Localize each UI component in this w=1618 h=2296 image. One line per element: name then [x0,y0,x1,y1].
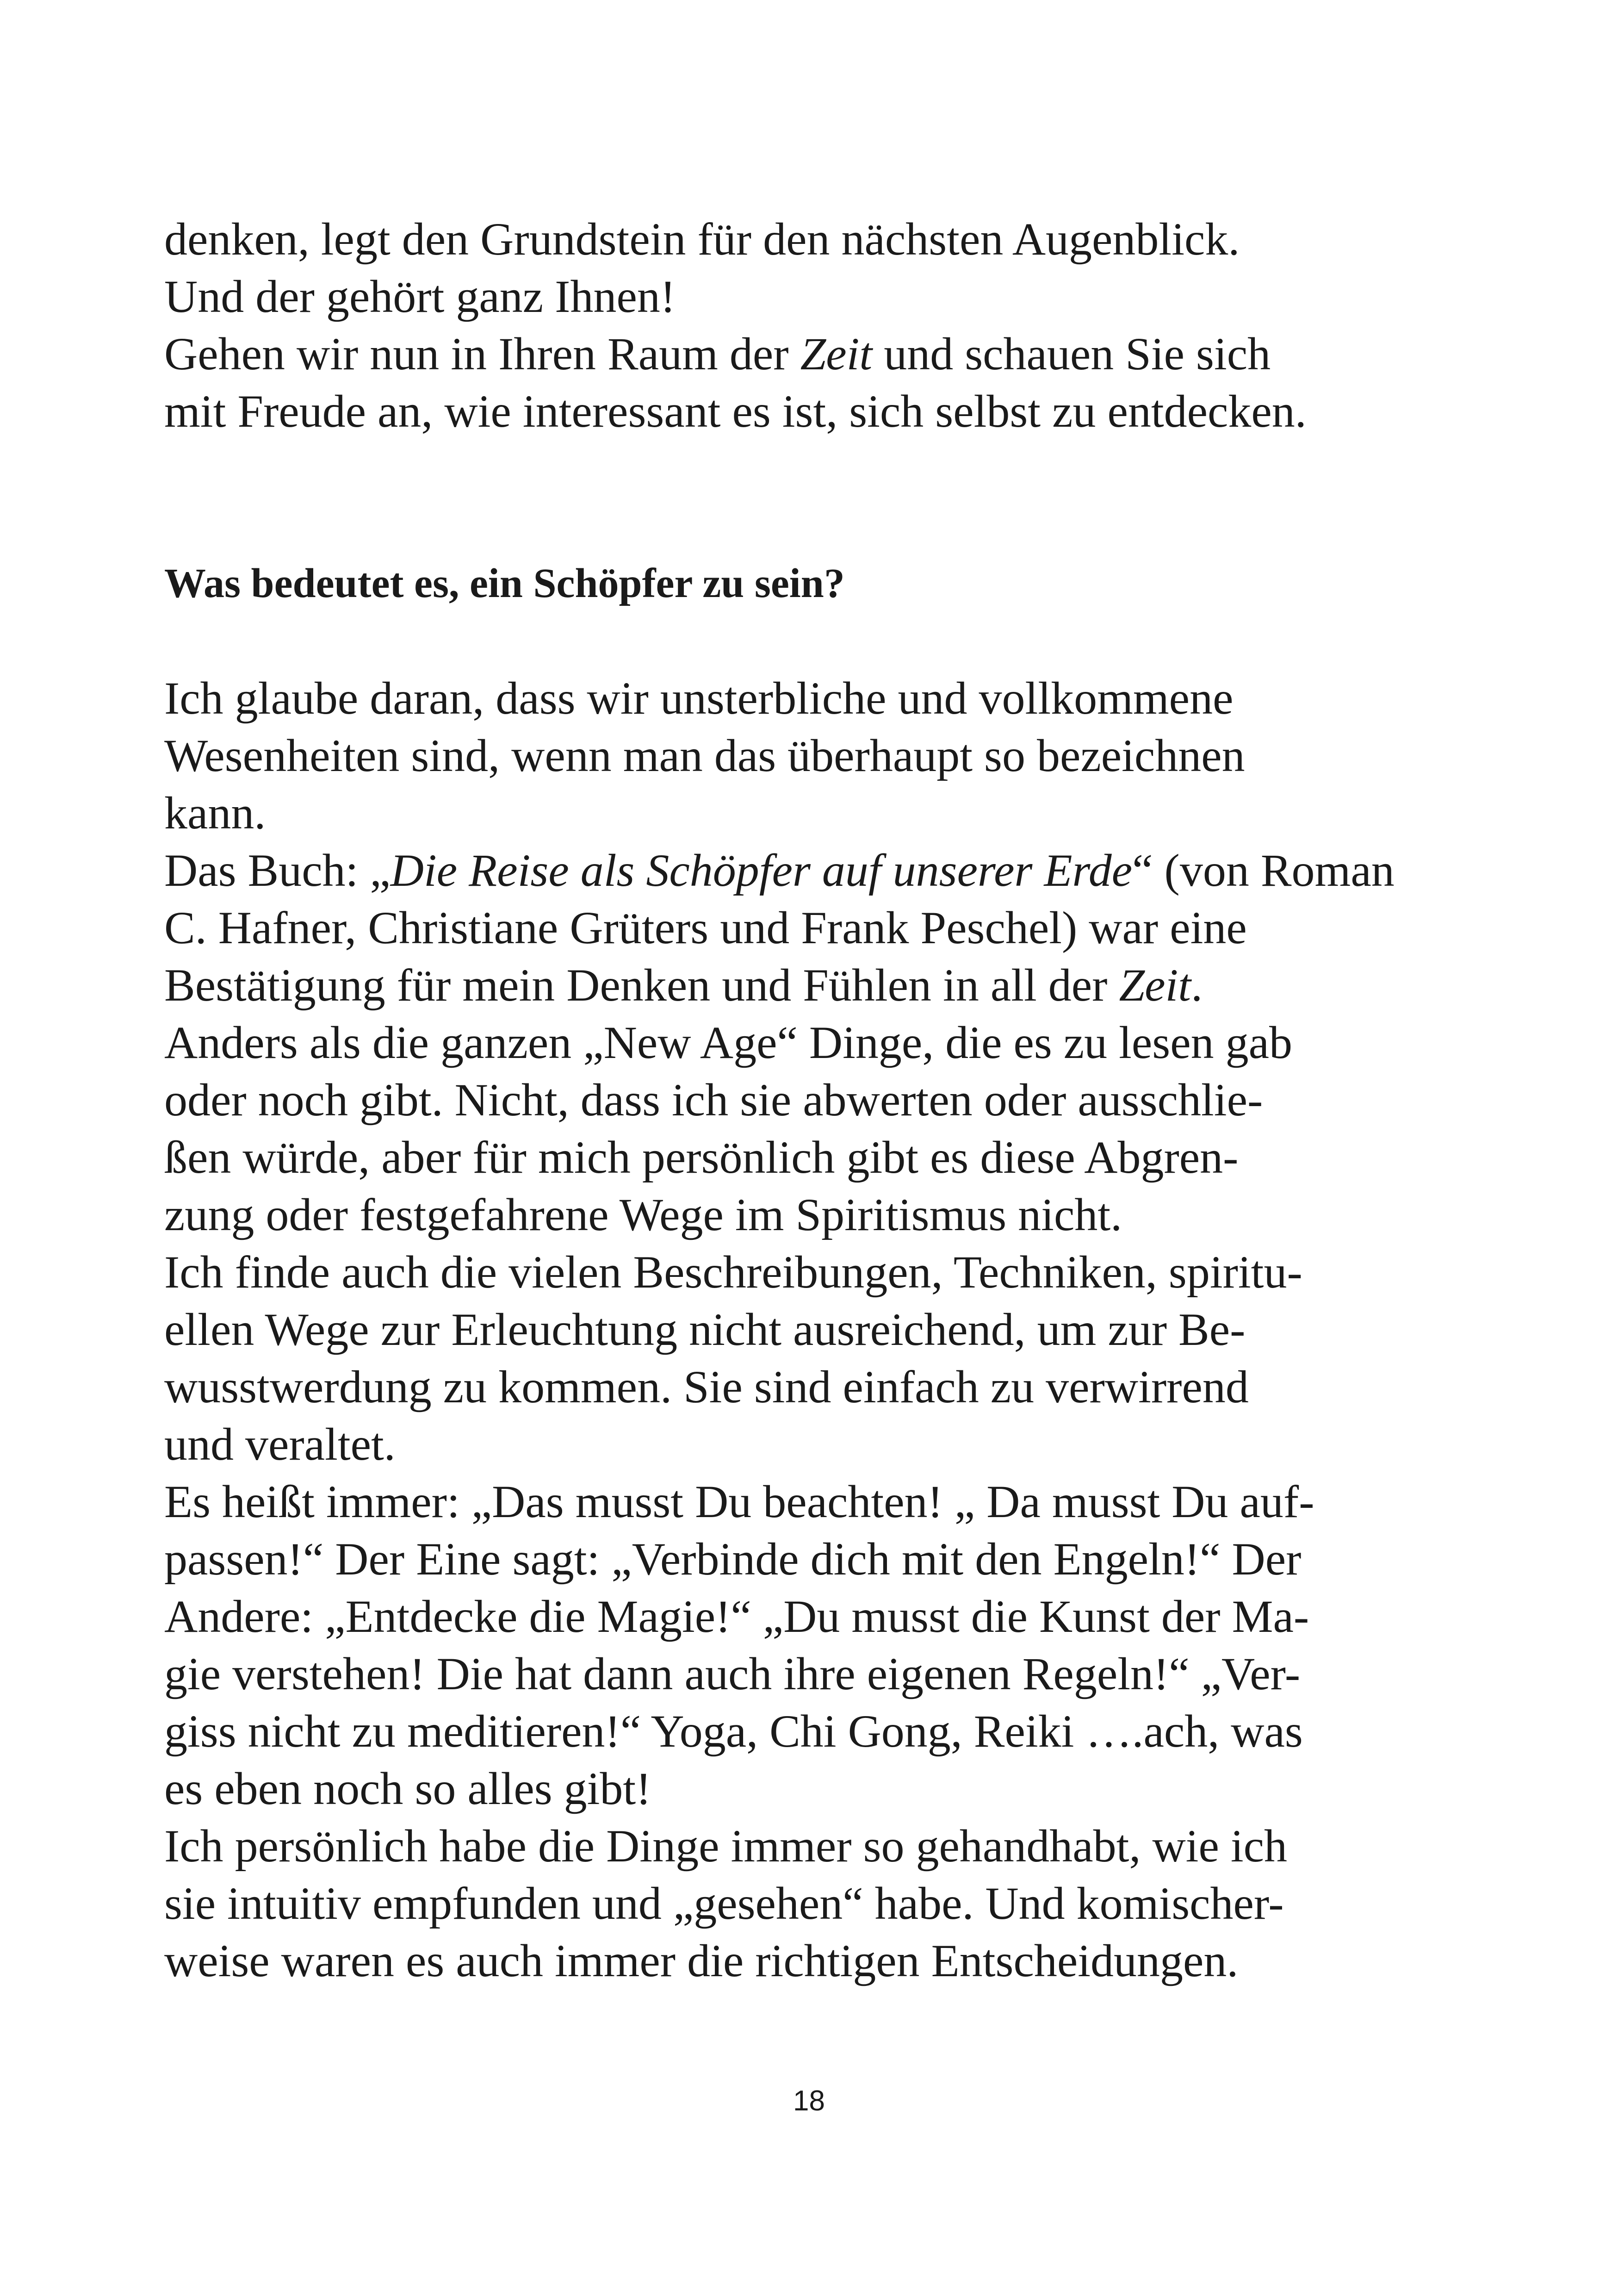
spacer [164,440,1460,555]
book-title: Die Reise als Schöpfer auf unserer Erde [390,845,1133,896]
text-line: giss nicht zu meditieren!“ Yoga, Chi Gong, Reiki ….ach, was [164,1705,1303,1757]
text-line: Andere: „Entdecke die Magie!“ „Du musst die Kunst der Ma- [164,1591,1309,1642]
text-line: mit Freude an, wie interessant es ist, sich selbst zu entdecken. [164,386,1307,437]
text-line: Es heißt immer: „Das musst Du beachten! „ Da musst Du auf- [164,1476,1314,1527]
text-line: Ich persönlich habe die Dinge immer so gehandhabt, wie ich [164,1820,1288,1872]
text-line: ellen Wege zur Erleuchtung nicht ausreichend, um zur Be- [164,1304,1246,1355]
section-paragraph [164,670,1460,1990]
text-line: oder noch gibt. Nicht, dass ich sie abwerten oder ausschlie- [164,1074,1263,1126]
text-line: Ich glaube daran, dass wir unsterbliche und vollkommene [164,672,1234,724]
text-line: Und der gehört ganz Ihnen! [164,271,676,322]
text-line: Ich finde auch die vielen Beschreibungen, Techniken, spiritu- [164,1246,1302,1298]
text-line: passen!“ Der Eine sagt: „Verbinde dich mit den Engeln!“ Der [164,1533,1302,1585]
page-body [164,211,1460,1990]
text-line: denken, legt den Grundstein für den nächsten Augenblick. [164,213,1240,265]
text-span: Bestätigung für mein Denken und Fühlen in all der [164,959,1119,1011]
text-span: . [1191,959,1203,1011]
text-line [164,957,1460,1014]
text-span: “ (von Roman [1132,845,1395,896]
spacer [164,612,1460,670]
text-line [164,325,1460,383]
emphasis-text: Zeit [1119,959,1191,1011]
emphasis-text: Zeit [800,328,873,380]
text-line: C. Hafner, Christiane Grüters und Frank Peschel) war eine [164,902,1247,953]
text-line: weise waren es auch immer die richtigen Entscheidungen. [164,1935,1239,1986]
text-line: und veraltet. [164,1419,396,1470]
text-line: Wesenheiten sind, wenn man das überhaupt so bezeichnen [164,730,1245,781]
text-line: wusstwerdung zu kommen. Sie sind einfach zu verwirrend [164,1361,1249,1412]
text-line: sie intuitiv empfunden und „gesehen“ habe. Und komischer- [164,1878,1284,1929]
page-number: 18 [793,2085,825,2117]
text-span: und schauen Sie sich [872,328,1271,380]
text-line: kann. [164,787,266,839]
text-line [164,842,1460,899]
section-heading: Was bedeutet es, ein Schöpfer zu sein? [164,560,845,606]
text-line: zung oder festgefahrene Wege im Spiritismus nicht. [164,1189,1122,1240]
text-span: Das Buch: „ [164,845,391,896]
text-line: ßen würde, aber für mich persönlich gibt es diese Abgren- [164,1132,1239,1183]
intro-paragraph [164,211,1460,440]
text-line: es eben noch so alles gibt! [164,1763,651,1814]
text-line: Anders als die ganzen „New Age“ Dinge, die es zu lesen gab [164,1017,1292,1068]
text-line: gie verstehen! Die hat dann auch ihre eigenen Regeln!“ „Ver- [164,1648,1301,1699]
text-span: Gehen wir nun in Ihren Raum der [164,328,800,380]
